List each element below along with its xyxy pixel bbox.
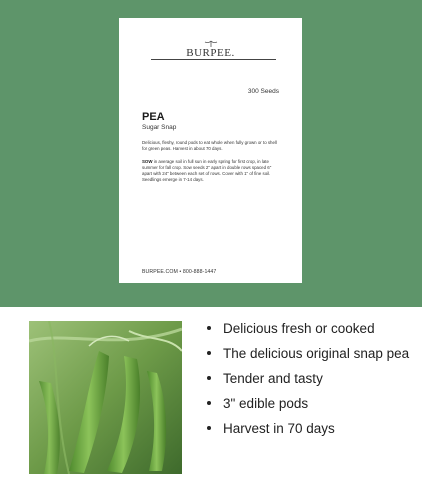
sowing-instructions [142, 159, 280, 183]
bullet-icon [207, 401, 211, 405]
brand-name: BURPEE. [186, 47, 235, 59]
divider [151, 59, 276, 60]
feature-text: The delicious original snap pea [223, 346, 410, 361]
seed-packet [119, 18, 302, 283]
pea-pod-illustration [29, 321, 182, 474]
pea-pod-photo [29, 321, 182, 474]
crop-description: Delicious, fleshy, round pods to eat whole when fully grown or to shell for green peas. Harvest in about 70 days. [142, 140, 277, 151]
bullet-icon [207, 376, 211, 380]
brand-logo [119, 40, 302, 59]
sow-label: SOW [142, 159, 153, 164]
packet-footer: BURPEE.COM • 800-888-1447 [142, 269, 217, 275]
feature-item [207, 320, 417, 337]
bullet-icon [207, 351, 211, 355]
feature-item [207, 420, 417, 437]
crop-variety: Sugar Snap [142, 124, 177, 131]
feature-text: Harvest in 70 days [223, 421, 335, 436]
bullet-icon [207, 326, 211, 330]
feature-item [207, 345, 417, 362]
bullet-icon [207, 426, 211, 430]
sow-text: in average soil in full sun in early spring for first crop, in late summer for fall crop. Sow seeds 2" apart in double rows spaced 6" apart with 24" between each set of rows. Cover with 1" of fine soil. Seedlings emerge in 7-14 days. [142, 159, 272, 182]
seed-count: 300 Seeds [247, 88, 279, 95]
crop-name: PEA [142, 111, 165, 123]
feature-text: 3" edible pods [223, 396, 309, 411]
feature-item [207, 395, 417, 412]
feature-text: Delicious fresh or cooked [223, 321, 375, 336]
feature-item [207, 370, 417, 387]
feature-text: Tender and tasty [223, 371, 323, 386]
feature-list [207, 320, 417, 437]
